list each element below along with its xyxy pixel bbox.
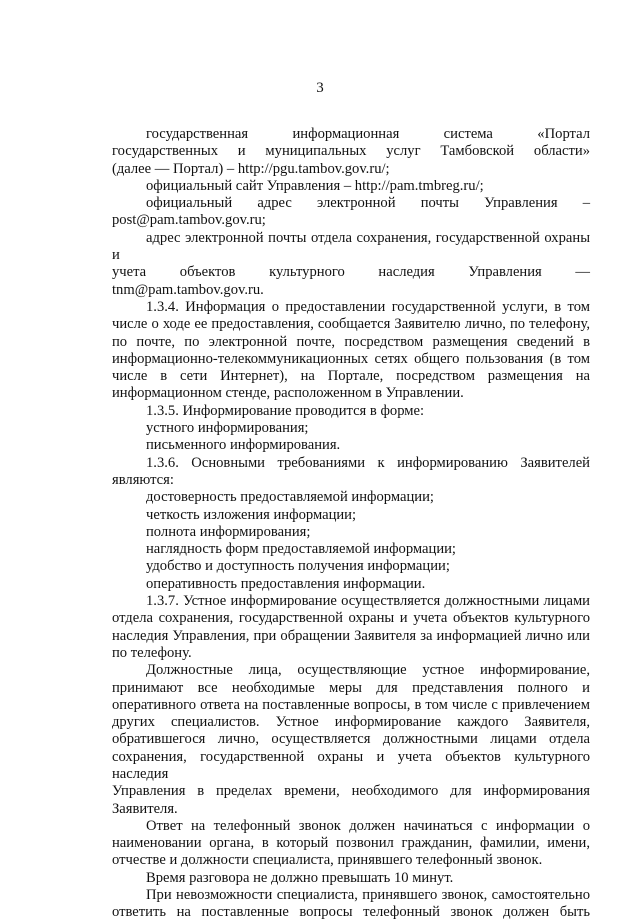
text-line: сохранения, государственной охраны и учета объектов культурного наследия [112, 748, 590, 782]
text-line: 1.3.7. Устное информирование осуществляется должностными лицами [146, 593, 590, 610]
text-line: (далее — Портал) – http://pgu.tambov.gov.ru/; [112, 160, 390, 177]
text-line: наименовании органа, в который позвонил гражданин, фамилии, имени, [112, 835, 590, 852]
page-number: 3 [316, 80, 324, 96]
text-line: информационно-телекоммуникационных сетях общего пользования (в том [112, 350, 590, 367]
text-line: удобство и доступность получения информации; [146, 558, 450, 575]
text-line: обратившегося лично, осуществляется должностными лицами отдела [112, 731, 590, 748]
text-line: письменного информирования. [146, 437, 341, 454]
text-line: Ответ на телефонный звонок должен начинаться с информации о [146, 817, 590, 834]
text-line: 1.3.4. Информация о предоставлении государственной услуги, в том [146, 298, 590, 315]
text-line: достоверность предоставляемой информации; [146, 489, 434, 506]
text-line: являются: [112, 471, 174, 488]
text-line: числе в сети Интернет), на Портале, посредством размещения на [112, 368, 590, 385]
text-line: 1.3.5. Информирование проводится в форме: [146, 402, 425, 419]
text-line: четкость изложения информации; [146, 506, 357, 523]
text-line: оперативность предоставления информации. [146, 575, 426, 592]
text-line: государственных и муниципальных услуг Тамбовской области» [112, 143, 590, 160]
text-line: официальный сайт Управления – http://pam.tmbreg.ru/; [146, 177, 484, 194]
text-line: Время разговора не должно превышать 10 минут. [146, 869, 454, 886]
text-line: принимают все необходимые меры для представления полного и [112, 679, 590, 696]
text-line: post@pam.tambov.gov.ru; [112, 212, 266, 229]
text-line: учета объектов культурного наследия Управления — tnm@pam.tambov.gov.ru. [112, 264, 590, 298]
text-line: Заявителя. [112, 800, 178, 817]
text-line: по почте, по электронной почте, посредством размещения сведений в [112, 333, 590, 350]
text-line: При невозможности специалиста, принявшего звонок, самостоятельно [146, 887, 590, 904]
text-line: Управления в пределах времени, необходимого для информирования [112, 783, 590, 800]
text-line: наглядность форм предоставляемой информации; [146, 541, 456, 558]
text-line: устного информирования; [146, 420, 309, 437]
text-line: других специалистов. Устное информирование каждого Заявителя, [112, 714, 590, 731]
text-line: отчестве и должности специалиста, принявшего телефонный звонок. [112, 852, 543, 869]
text-line: ответить на поставленные вопросы телефонный звонок должен быть [112, 904, 590, 921]
document-body [112, 126, 590, 922]
text-line: официальный адрес электронной почты Управления – [146, 195, 590, 212]
text-line: государственная информационная система «Портал [146, 126, 590, 142]
text-line: информационном стенде, расположенном в Управлении. [112, 385, 464, 402]
text-line: адрес электронной почты отдела сохранения, государственной охраны и [112, 229, 590, 264]
text-line: наследия Управления, при обращении Заявителя за информацией лично или [112, 627, 590, 644]
text-line: 1.3.6. Основными требованиями к информированию Заявителей [146, 454, 590, 471]
text-line: числе о ходе ее предоставления, сообщается Заявителю лично, по телефону, [112, 316, 590, 333]
text-line: оперативного ответа на поставленные вопросы, в том числе с привлечением [112, 696, 590, 713]
text-line: Должностные лица, осуществляющие устное информирование, [146, 662, 590, 679]
text-line: отдела сохранения, государственной охраны и учета объектов культурного [112, 610, 590, 627]
text-line: по телефону. [112, 644, 192, 661]
text-line: полнота информирования; [146, 523, 311, 540]
